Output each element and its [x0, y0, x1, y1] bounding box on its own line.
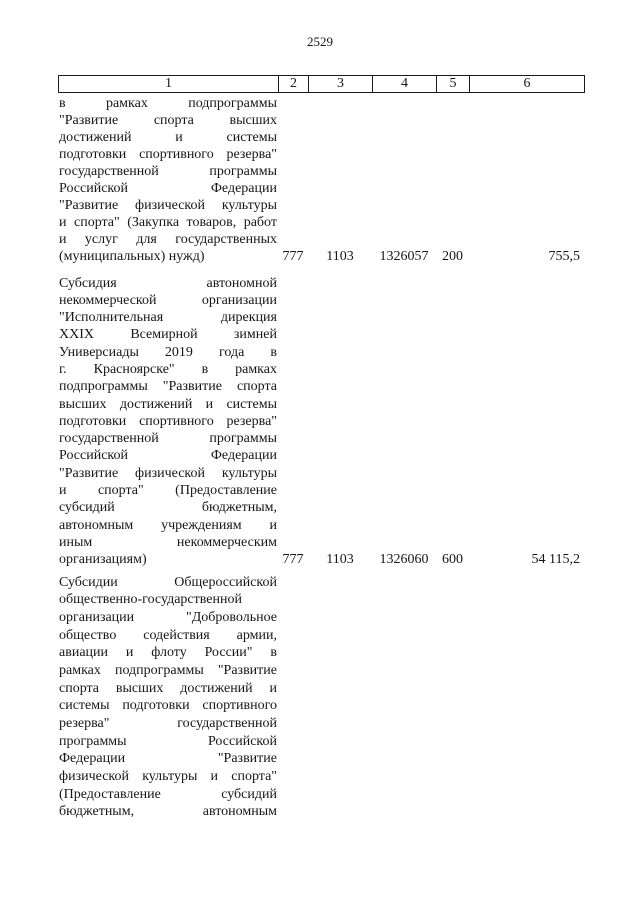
description-line: (муниципальных) нужд)	[59, 249, 205, 265]
description-line: "Развитие физической культуры	[59, 198, 277, 214]
row-description	[59, 574, 277, 822]
description-line: организациям)	[59, 552, 147, 568]
description-line: Федерации "Развитие	[59, 751, 277, 767]
description-line: XXIX Всемирной зимней	[59, 327, 277, 343]
cell-ministry-code: 777	[282, 552, 304, 568]
description-line: "Развитие спорта высших	[59, 112, 277, 128]
cell-section-code: 1103	[326, 552, 354, 568]
page-number: 2529	[307, 34, 333, 49]
description-line: и услуг для государственных	[59, 232, 277, 248]
cell-ministry-code: 777	[282, 249, 304, 265]
cell-amount: 54 115,2	[531, 552, 580, 568]
description-line: государственной программы	[59, 163, 277, 179]
cell-target-article: 1326057	[379, 249, 429, 265]
description-line: высших достижений и системы	[59, 396, 277, 412]
description-line: и спорта" (Закупка товаров, работ	[59, 215, 277, 231]
description-line: Субсидии Общероссийской	[59, 574, 277, 590]
column-header-1: 1	[59, 76, 279, 92]
description-line: и спорта" (Предоставление	[59, 483, 277, 499]
description-line: программы Российской	[59, 733, 277, 749]
description-line: Российской Федерации	[59, 180, 277, 196]
row-description	[59, 275, 277, 569]
column-header-5: 5	[437, 76, 470, 92]
description-line: системы подготовки спортивного	[59, 698, 277, 714]
row-description	[59, 95, 277, 266]
description-line: Субсидия автономной	[59, 275, 277, 291]
description-line: (Предоставление субсидий	[59, 786, 277, 802]
cell-amount: 755,5	[548, 249, 580, 265]
description-line: "Исполнительная дирекция	[59, 310, 277, 326]
description-line: субсидий бюджетным,	[59, 500, 277, 516]
description-line: подготовки спортивного резерва"	[59, 146, 277, 162]
cell-expense-type: 200	[442, 249, 463, 265]
cell-section-code: 1103	[326, 249, 354, 265]
description-line: в рамках подпрограммы	[59, 95, 277, 111]
description-line: спорта высших достижений и	[59, 680, 277, 696]
description-line: "Развитие физической культуры	[59, 465, 277, 481]
column-header-3: 3	[309, 76, 373, 92]
description-line: автономным учреждениям и	[59, 517, 277, 533]
description-line: иным некоммерческим	[59, 534, 277, 550]
cell-target-article: 1326060	[379, 552, 429, 568]
description-line: физической культуры и спорта"	[59, 769, 277, 785]
column-header-4: 4	[373, 76, 437, 92]
description-line: некоммерческой организации	[59, 292, 277, 308]
description-line: резерва" государственной	[59, 716, 277, 731]
description-line: достижений и системы	[59, 129, 277, 145]
description-line: Универсиады 2019 года в	[59, 344, 277, 360]
cell-expense-type: 600	[442, 552, 463, 568]
description-line: общество содействия армии,	[59, 627, 277, 643]
description-line: государственной программы	[59, 431, 277, 447]
description-line: рамках подпрограммы "Развитие	[59, 662, 277, 678]
description-line: общественно-государственной	[59, 592, 242, 608]
table-header	[58, 75, 585, 93]
description-line: г. Красноярске" в рамках	[59, 361, 277, 377]
description-line: Российской Федерации	[59, 448, 277, 464]
column-header-2: 2	[279, 76, 309, 92]
description-line: бюджетным, автономным	[59, 804, 277, 820]
description-line: подпрограммы "Развитие спорта	[59, 379, 277, 395]
description-line: авиации и флоту России" в	[59, 645, 277, 661]
description-line: подготовки спортивного резерва"	[59, 413, 277, 429]
description-line: организации "Добровольное	[59, 609, 277, 625]
column-header-6: 6	[523, 76, 531, 91]
